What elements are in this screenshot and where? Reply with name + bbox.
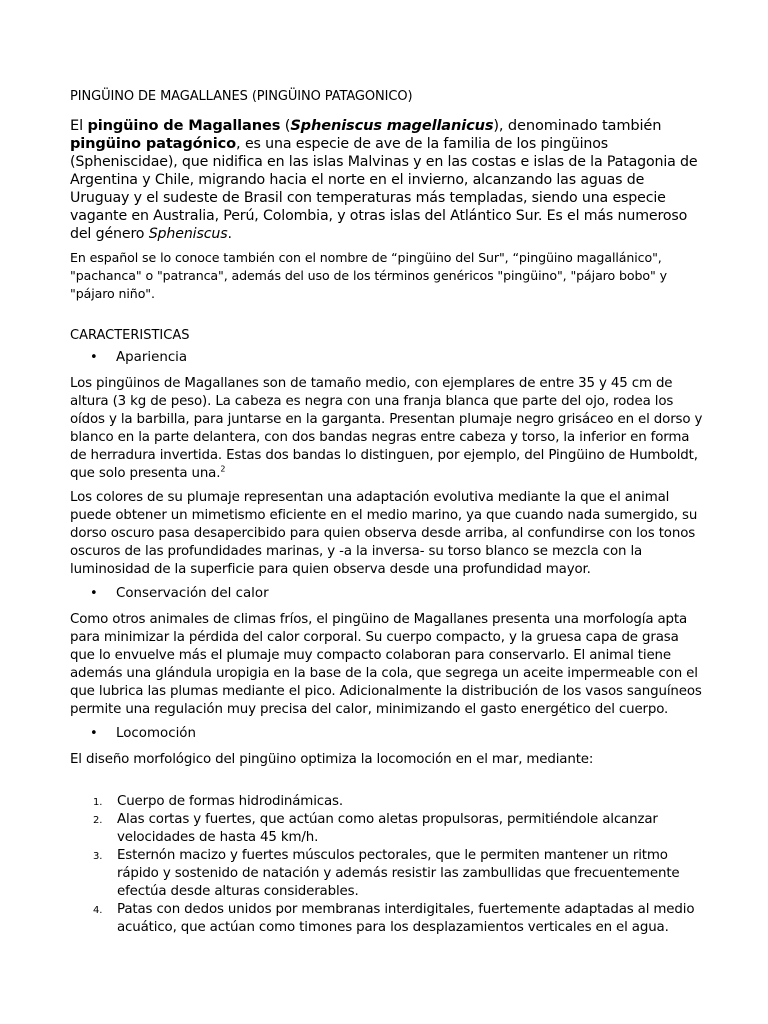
apariencia-paragraph-1 <box>70 375 704 483</box>
list-item <box>70 793 704 811</box>
intro-text-4: , <box>235 135 245 152</box>
intro-text-end: . <box>227 226 232 242</box>
bullet-locomocion-label: Locomoción <box>116 726 196 741</box>
bullet-dot-icon: • <box>90 350 98 365</box>
list-item <box>70 847 704 901</box>
intro-text-1: El <box>70 117 88 134</box>
bullet-dot-icon: • <box>90 726 98 741</box>
list-item <box>70 811 704 847</box>
list-item <box>70 901 704 937</box>
intro-bold-alias: pingüino patagónico <box>70 135 236 152</box>
intro-paragraph <box>70 117 704 243</box>
bullet-calor-label: Conservación del calor <box>116 586 269 601</box>
list-item-text: Esternón macizo y fuertes músculos pectorales, que le permiten mantener un ritmo rápido y sostenido de natación y además resistir las zambullidas que frecuentemente efectúa desde alturas considerables. <box>117 848 680 899</box>
bullet-apariencia <box>70 349 704 367</box>
bullet-dot-icon: • <box>90 586 98 601</box>
document-body <box>70 84 704 937</box>
locomocion-list <box>70 793 704 937</box>
section-heading: CARACTERISTICAS <box>70 328 190 343</box>
apariencia-paragraph-1-text: Los pingüinos de Magallanes son de tamaño medio, con ejemplares de entre 35 y 45 cm de altura (3 kg de peso). La cabeza es negra con una franja blanca que parte del ojo, rodea los oídos y la barbilla, para juntarse en la garganta. Presentan plumaje negro grisáceo en el dorso y blanco en la parte delantera, con dos bandas negras entre cabeza y torso, la inferior en forma de herradura invertida. Estas dos bandas lo distinguen, por ejemplo, del Pingüino de Humboldt, que solo presenta una. <box>70 376 703 481</box>
list-item-number: 3. <box>93 851 103 862</box>
bullet-locomocion <box>70 725 704 743</box>
intro-genus: Spheniscus <box>148 226 228 242</box>
intro-text-rest: es una especie de ave de la familia de los pingüinos (Spheniscidae), que nidifica en las islas Malvinas y en las costas e islas de la Patagonia de Argentina y Chile, migrando hacia el norte en el invierno, alcanzando las aguas de Uruguay y el sudeste de Brasil con temperaturas más templadas, siendo una especie vagante en Australia, Perú, Colombia, y otras islas del Atlántico Sur. Es el más numeroso del género <box>70 136 698 242</box>
names-paragraph: En español se lo conoce también con el nombre de “pingüino del Sur", “pingüino magallánico", "pachanca" o "patranca", además del uso de los términos genéricos "pingüino", "pájaro bobo" y "pájaro niño". <box>70 250 667 301</box>
page-title: PINGÜINO DE MAGALLANES (PINGÜINO PATAGONICO) <box>70 89 413 104</box>
intro-scientific-name: Spheniscus magellanicus <box>290 117 494 134</box>
locomocion-intro: El diseño morfológico del pingüino optimiza la locomoción en el mar, mediante: <box>70 752 594 767</box>
list-item-text: Patas con dedos unidos por membranas interdigitales, fuertemente adaptadas al medio acuático, que actúan como timones para los desplazamientos verticales en el agua. <box>117 902 695 935</box>
calor-paragraph: Como otros animales de climas fríos, el pingüino de Magallanes presenta una morfología apta para minimizar la pérdida del calor corporal. Su cuerpo compacto, y la gruesa capa de grasa que lo envuelve más el plumaje muy compacto colaboran para conservarlo. El animal tiene además una glándula uropigia en la base de la cola, que segrega un aceite impermeable con el que lubrica las plumas mediante el pico. Adicionalmente la distribución de los vasos sanguíneos permite una regulación muy precisa del calor, minimizando el gasto energético del cuerpo. <box>70 612 702 717</box>
intro-bold-name: pingüino de Magallanes <box>87 117 281 134</box>
bullet-calor <box>70 585 704 603</box>
bullet-apariencia-label: Apariencia <box>116 350 188 365</box>
apariencia-paragraph-2: Los colores de su plumaje representan una adaptación evolutiva mediante la que el animal puede obtener un mimetismo eficiente en el medio marino, ya que cuando nada sumergido, su dorso oscuro pasa desapercibido para quien observa desde arriba, al confundirse con los tonos oscuros de las profundidades marinas, y -a la inversa- su torso blanco se mezcla con la luminosidad de la superficie para quien observa desde una profundidad mayor. <box>70 490 698 577</box>
intro-text-2: ( <box>280 117 291 134</box>
spacer <box>70 775 704 793</box>
list-item-text: Cuerpo de formas hidrodinámicas. <box>117 794 343 809</box>
list-item-number: 2. <box>93 815 103 826</box>
intro-text-3: ), denominado también <box>493 117 662 134</box>
list-item-number: 1. <box>93 797 103 808</box>
footnote-reference[interactable]: 2 <box>220 464 226 474</box>
list-item-number: 4. <box>93 905 103 916</box>
list-item-text: Alas cortas y fuertes, que actúan como aletas propulsoras, permitiéndole alcanzar velocidades de hasta 45 km/h. <box>117 812 658 845</box>
